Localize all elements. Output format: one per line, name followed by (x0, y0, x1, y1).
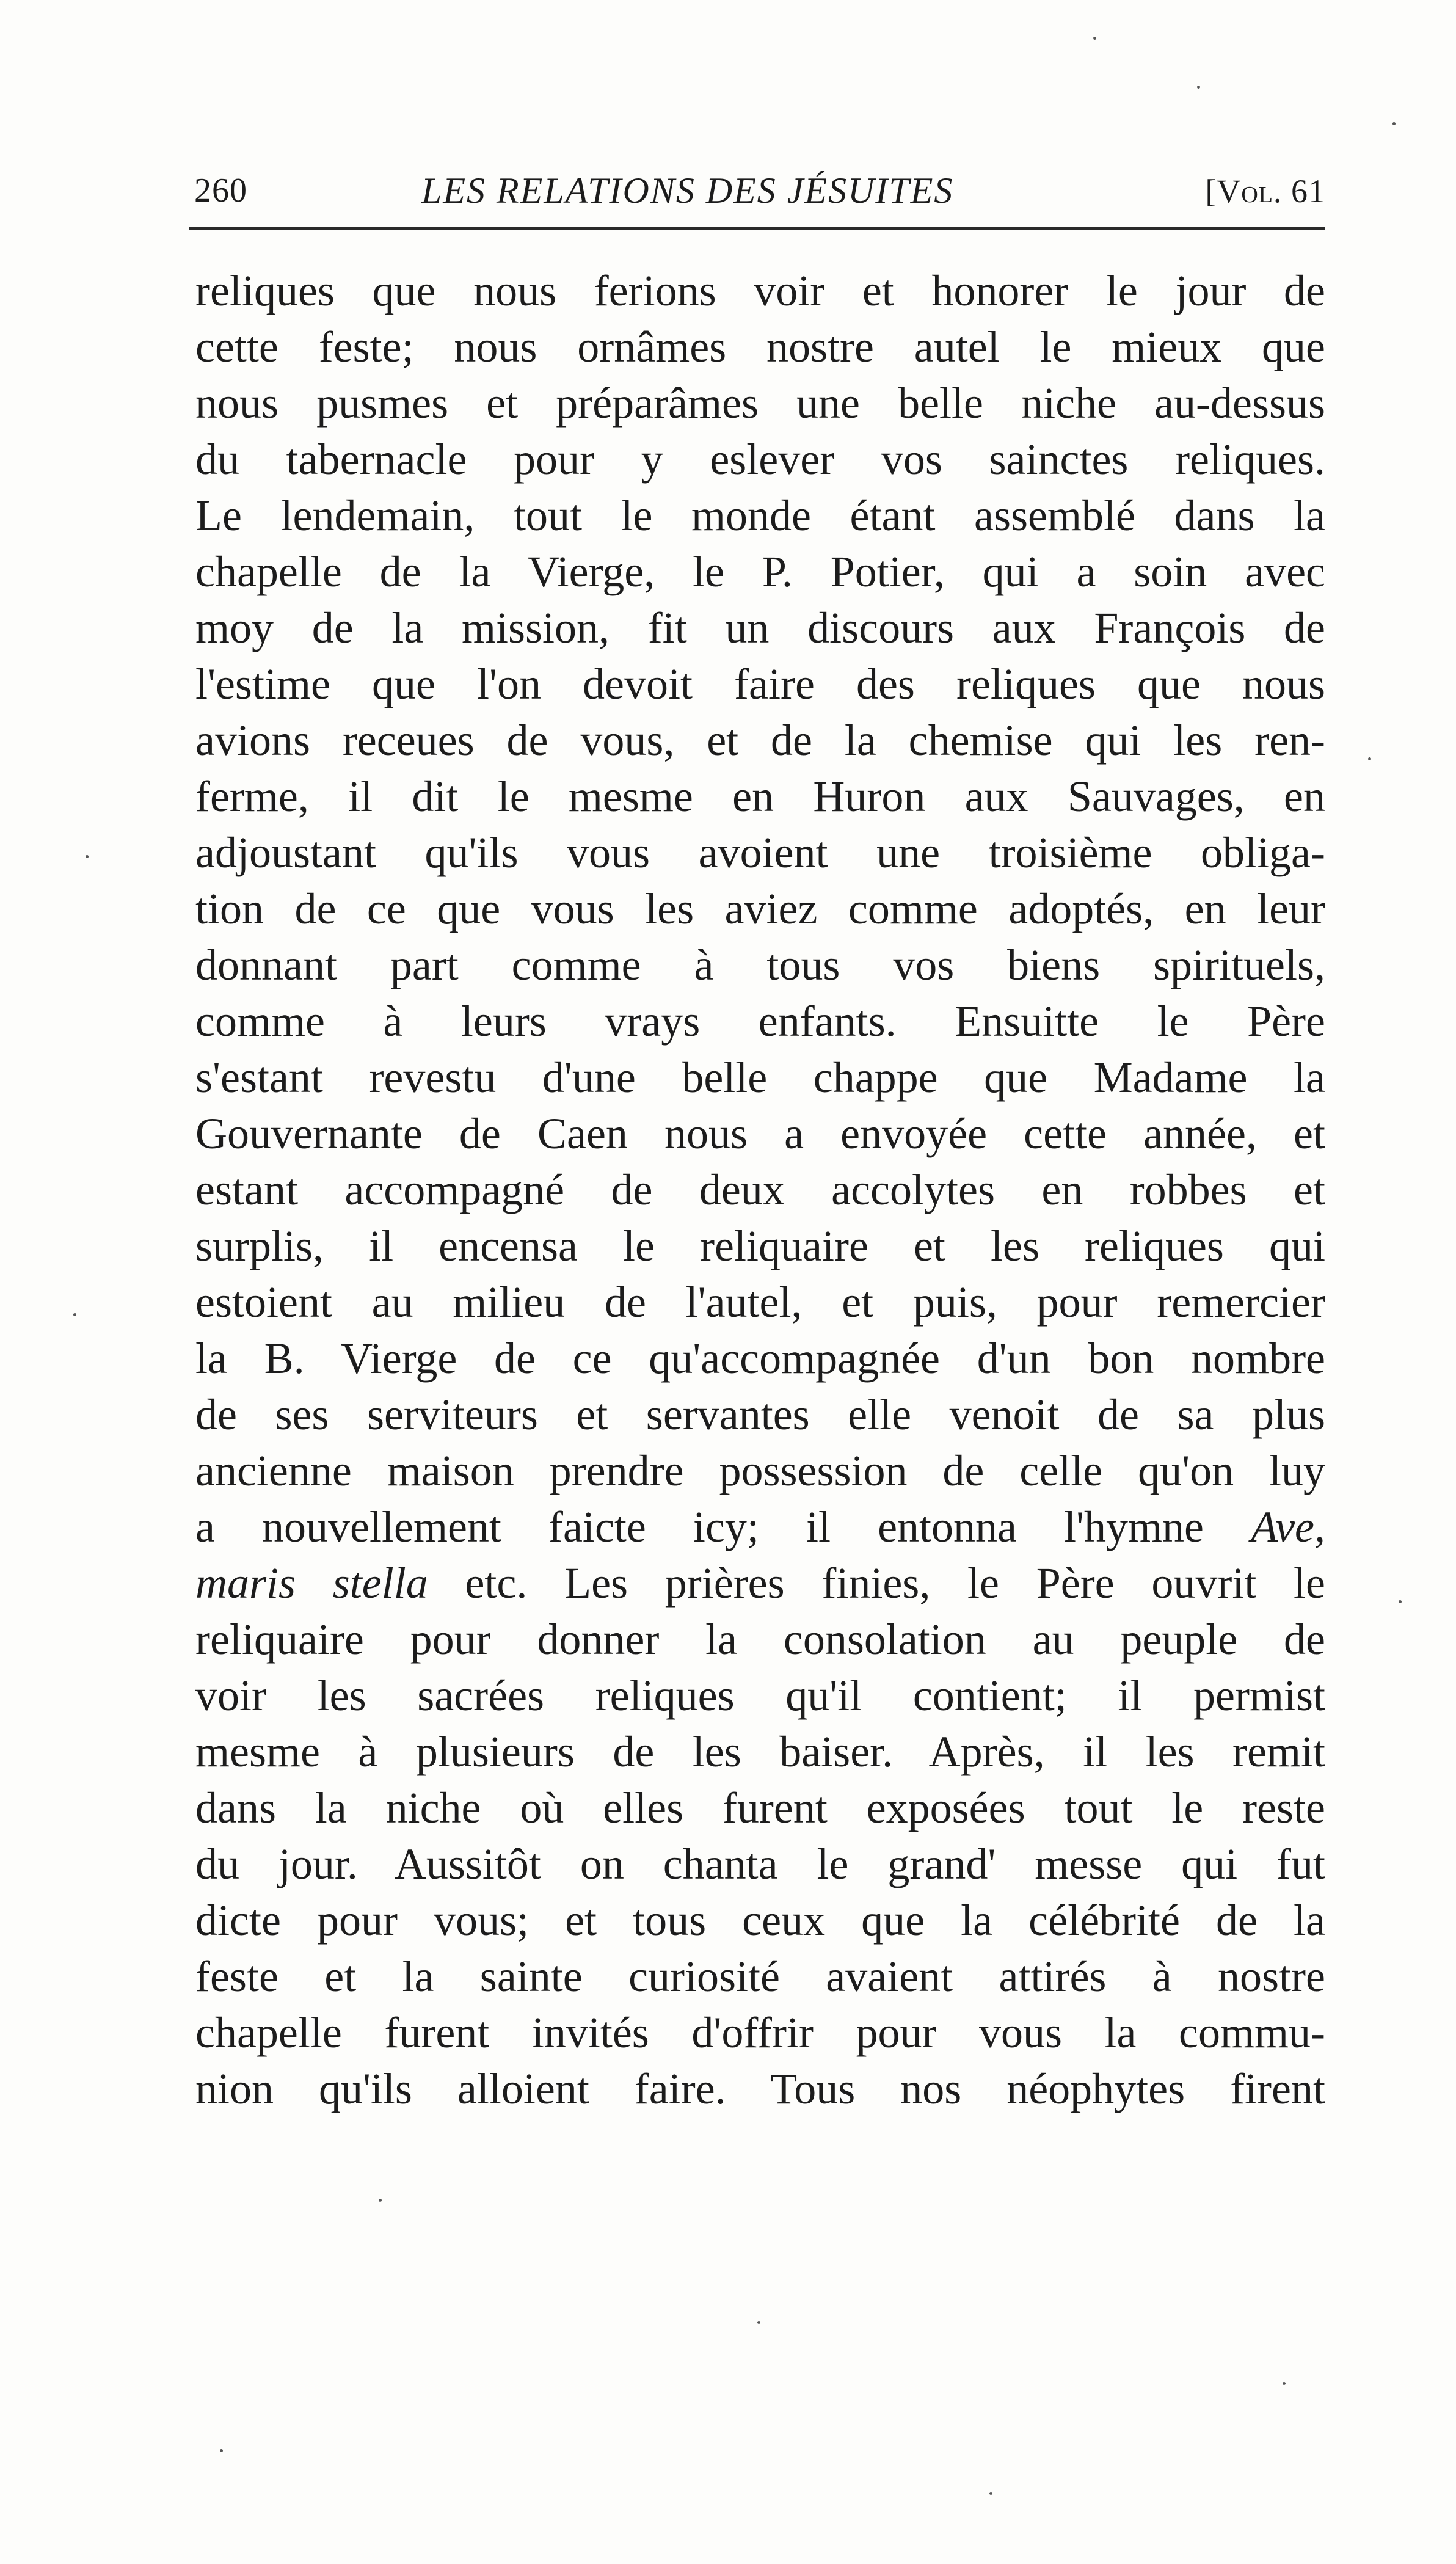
text-line: dans la niche où elles furent exposées tout le reste (195, 1783, 1325, 1832)
scan-speck (220, 2449, 223, 2452)
text-line-with-italic (195, 1499, 1325, 1555)
text-line: la B. Vierge de ce qu'accompagnée d'un bon nombre (195, 1334, 1325, 1383)
scan-speck (1093, 37, 1096, 40)
text-line: du jour. Aussitôt on chanta le grand' messe qui fut (195, 1840, 1325, 1888)
scan-speck (757, 2321, 760, 2324)
text-line-italic-start (195, 1555, 1325, 1611)
text-line: comme à leurs vrays enfants. Ensuitte le Père (195, 997, 1325, 1046)
volume-label: [Vol. 61 (1205, 173, 1325, 209)
scan-speck (73, 1313, 76, 1316)
text-line: du tabernacle pour y eslever vos sainctes reliques. (195, 435, 1325, 484)
text-line: reliquaire pour donner la consolation au peuple de (195, 1615, 1325, 1664)
text-line: Le lendemain, tout le monde étant assemblé dans la (195, 491, 1325, 540)
scan-speck (1283, 2382, 1286, 2385)
scan-speck (1197, 86, 1200, 89)
text-line: surplis, il encensa le reliquaire et les reliques qui (195, 1222, 1325, 1270)
text-line: dicte pour vous; et tous ceux que la célébrité de la (195, 1896, 1325, 1945)
text-line: nion qu'ils alloient faire. Tous nos néophytes firent (195, 2064, 1325, 2113)
text-line: avions receues de vous, et de la chemise qui les ren- (195, 716, 1325, 765)
text-line: feste et la sainte curiosité avaient attirés à nostre (195, 1952, 1325, 2001)
scan-speck (379, 2199, 382, 2202)
text-fragment: etc. Les prières finies, le Père ouvrit le (428, 1559, 1325, 1608)
text-line: Gouvernante de Caen nous a envoyée cette année, et (195, 1109, 1325, 1158)
running-header (189, 165, 1325, 214)
text-line: estant accompagné de deux accolytes en robbes et (195, 1165, 1325, 1214)
body-text (195, 263, 1325, 2117)
text-line: voir les sacrées reliques qu'il contient; il permist (195, 1671, 1325, 1720)
text-line: estoient au milieu de l'autel, et puis, pour remercier (195, 1278, 1325, 1327)
text-line: s'estant revestu d'une belle chappe que Madame la (195, 1053, 1325, 1102)
text-line: de ses serviteurs et servantes elle venoit de sa plus (195, 1390, 1325, 1439)
scan-speck (86, 855, 89, 858)
text-line: tion de ce que vous les aviez comme adoptés, en leur (195, 884, 1325, 933)
scan-speck (1399, 1600, 1402, 1603)
text-line: chapelle furent invités d'offrir pour vous la commu- (195, 2008, 1325, 2057)
scan-speck (989, 2492, 992, 2495)
text-line: nous pusmes et préparâmes une belle niche au-dessus (195, 379, 1325, 428)
text-line: ferme, il dit le mesme en Huron aux Sauvages, en (195, 772, 1325, 821)
text-line: ancienne maison prendre possession de celle qu'on luy (195, 1446, 1325, 1495)
page-number: 260 (194, 172, 247, 209)
text-line: donnant part comme à tous vos biens spirituels, (195, 941, 1325, 989)
text-line: chapelle de la Vierge, le P. Potier, qui a soin avec (195, 547, 1325, 596)
text-line: reliques que nous ferions voir et honorer le jour de (195, 266, 1325, 315)
italic-line-start: maris stella (195, 1559, 428, 1608)
scan-speck (1368, 757, 1371, 760)
running-title: LES RELATIONS DES JÉSUITES (421, 170, 954, 211)
text-line: adjoustant qu'ils vous avoient une troisième obliga- (195, 828, 1325, 877)
text-line: l'estime que l'on devoit faire des reliques que nous (195, 660, 1325, 708)
text-fragment: a nouvellement faicte icy; il entonna l'hymne (195, 1502, 1204, 1551)
text-line: cette feste; nous ornâmes nostre autel le mieux que (195, 322, 1325, 371)
text-line: moy de la mission, fit un discours aux François de (195, 603, 1325, 652)
italic-fragment: Ave, (1251, 1502, 1325, 1551)
scan-speck (1392, 122, 1396, 125)
text-line: mesme à plusieurs de les baiser. Après, il les remit (195, 1727, 1325, 1776)
header-rule (189, 227, 1325, 230)
